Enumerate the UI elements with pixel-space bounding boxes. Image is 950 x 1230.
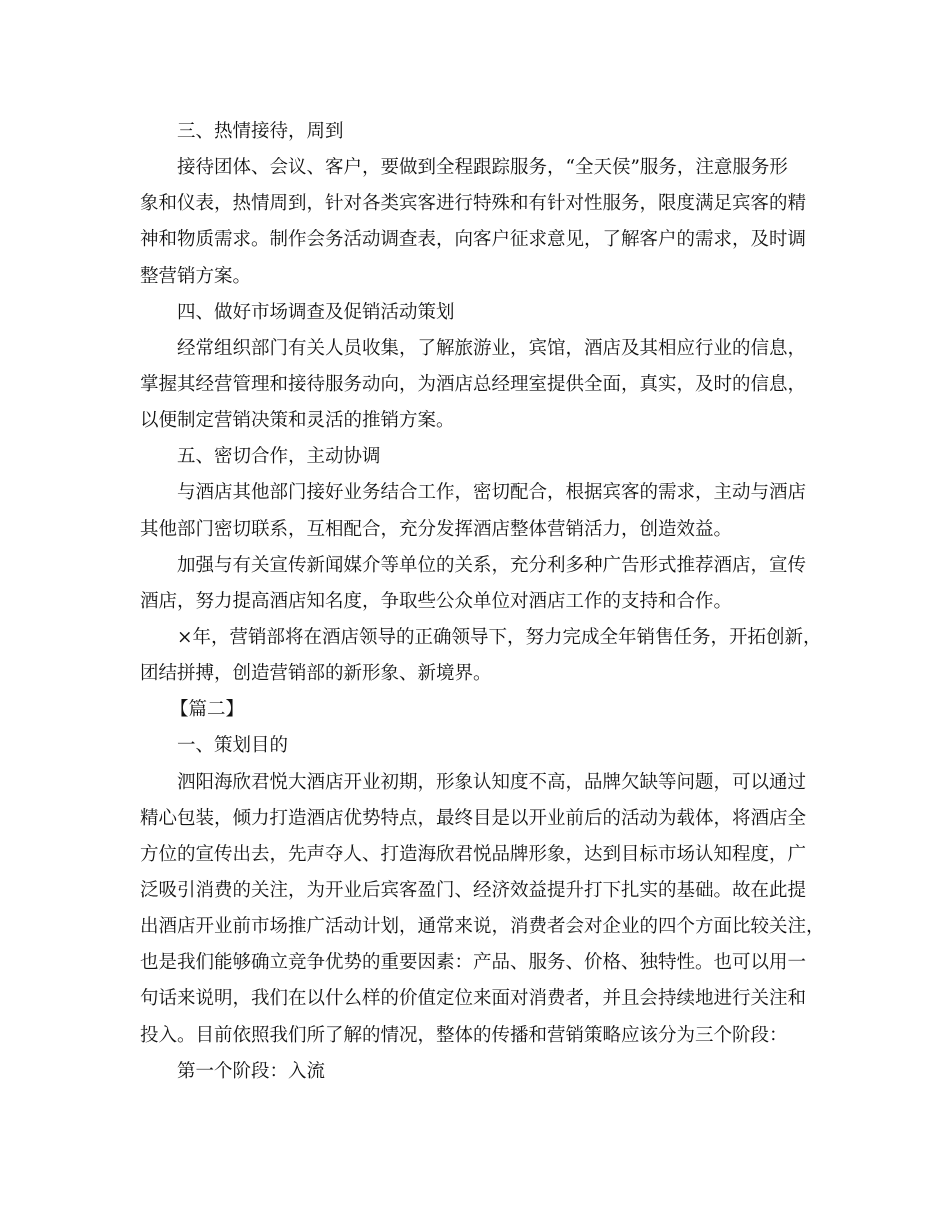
paragraph-line: 泗阳海欣君悦大酒店开业初期，形象认知度不高，品牌欠缺等问题，可以通过 xyxy=(177,771,807,793)
document-body xyxy=(140,114,830,1090)
paragraph-line: 出酒店开业前市场推广活动计划，通常来说，消费者会对企业的四个方面比较关注， xyxy=(140,916,825,938)
section-heading: 第一个阶段：入流 xyxy=(177,1060,326,1082)
paragraph-line: ×年，营销部将在酒店领导的正确领导下，努力完成全年销售任务，开拓创新， xyxy=(177,626,822,648)
paragraph-line: 句话来说明，我们在以什么样的价值定位来面对消费者，并且会持续地进行关注和 xyxy=(140,988,807,1010)
paragraph-line: 方位的宣传出去，先声夺人、打造海欣君悦品牌形象，达到目标市场认知程度，广 xyxy=(140,843,807,865)
paragraph-line: 团结拼搏，创造营销部的新形象、新境界。 xyxy=(140,663,492,685)
paragraph-line: 其他部门密切联系，互相配合，充分发挥酒店整体营销活力，创造效益。 xyxy=(140,518,733,540)
paragraph-line: 经常组织部门有关人员收集，了解旅游业，宾馆，酒店及其相应行业的信息， xyxy=(177,337,807,359)
paragraph-line: 接待团体、会议、客户，要做到全程跟踪服务，“全天侯”服务，注意服务形 xyxy=(177,157,788,179)
paragraph-line: 整营销方案。 xyxy=(140,265,252,287)
paragraph-line: 与酒店其他部门接好业务结合工作，密切配合，根据宾客的需求，主动与酒店 xyxy=(177,482,807,504)
paragraph-line: 泛吸引消费的关注，为开业后宾客盈门、经济效益提升打下扎实的基础。故在此提 xyxy=(140,879,807,901)
section-heading: 五、密切合作，主动协调 xyxy=(177,446,381,468)
paragraph-line: 投入。目前依照我们所了解的情况，整体的传播和营销策略应该分为三个阶段： xyxy=(140,1024,788,1046)
section-heading: 三、热情接待，周到 xyxy=(177,121,344,142)
part-heading: 【篇二】 xyxy=(170,699,245,721)
paragraph-line: 掌握其经营管理和接待服务动向，为酒店总经理室提供全面，真实，及时的信息， xyxy=(140,373,807,395)
paragraph-line: 象和仪表，热情周到，针对各类宾客进行特殊和有针对性服务，限度满足宾客的精 xyxy=(140,193,807,215)
paragraph-line: 也是我们能够确立竞争优势的重要因素：产品、服务、价格、独特性。也可以用一 xyxy=(140,952,807,974)
paragraph-line: 加强与有关宣传新闻媒介等单位的关系，充分利多种广告形式推荐酒店，宣传 xyxy=(177,554,807,576)
paragraph-line: 神和物质需求。制作会务活动调查表，向客户征求意见，了解客户的需求，及时调 xyxy=(140,229,807,251)
paragraph-line: 精心包装，倾力打造酒店优势特点，最终目是以开业前后的活动为载体，将酒店全 xyxy=(140,807,807,829)
section-heading: 一、策划目的 xyxy=(177,735,289,757)
paragraph-line: 以便制定营销决策和灵活的推销方案。 xyxy=(140,410,455,432)
section-heading: 四、做好市场调查及促销活动策划 xyxy=(177,301,455,323)
paragraph-line: 酒店，努力提高酒店知名度，争取些公众单位对酒店工作的支持和合作。 xyxy=(140,590,733,612)
